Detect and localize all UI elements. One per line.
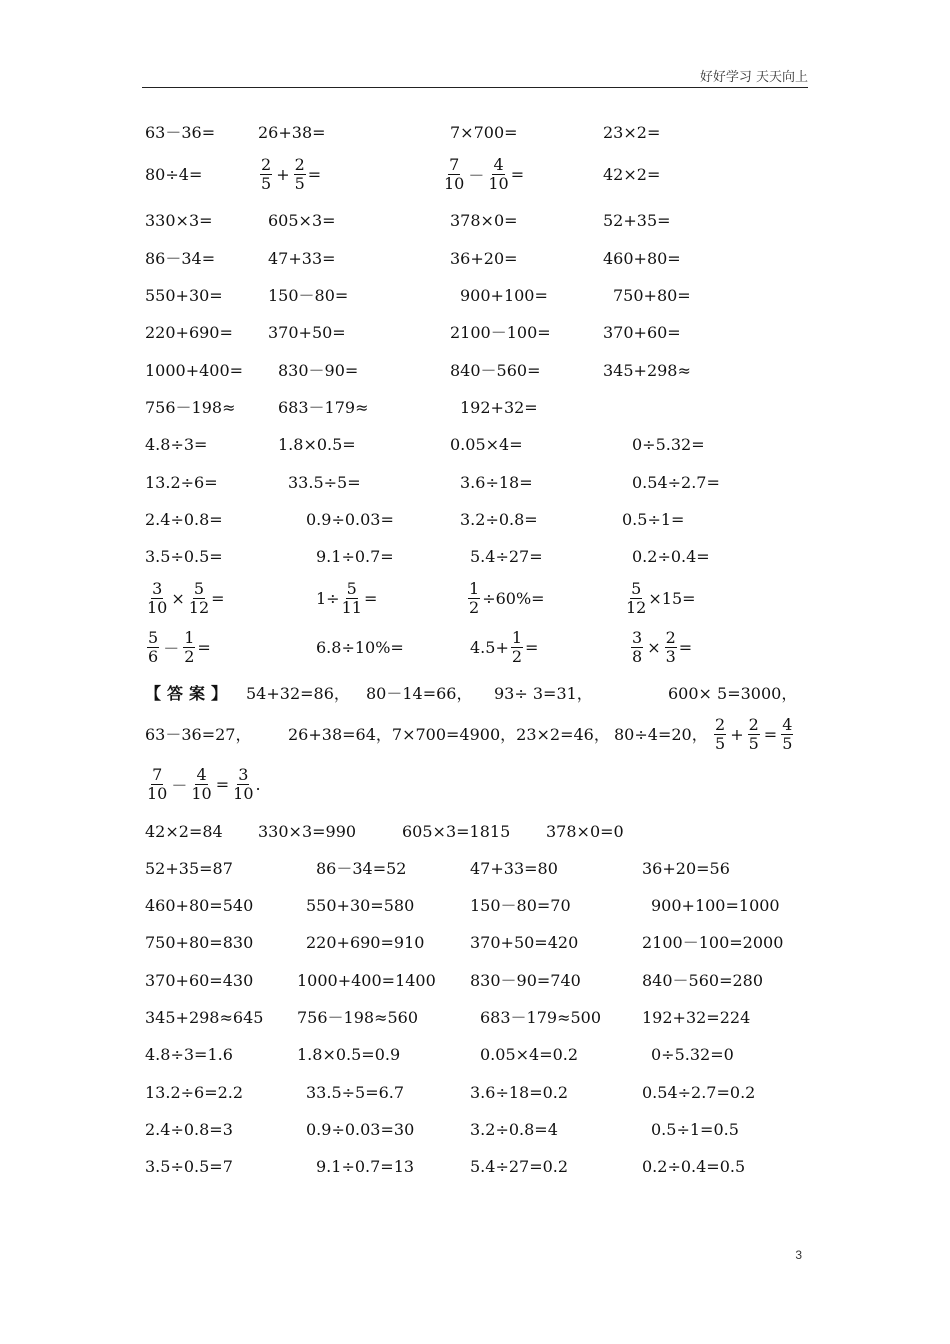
math-token: 1 — [184, 628, 195, 647]
exercise-r10-2: 33.5÷5= — [288, 473, 361, 492]
exercise-r12-3: 5.4÷27= — [470, 547, 543, 566]
math-token: － — [171, 776, 188, 795]
fraction — [189, 580, 209, 617]
math-token: ×15= — [648, 589, 696, 608]
exercise-r7-3: 840－560= — [450, 361, 541, 380]
answer-l10-1: 4.8÷3=1.6 — [145, 1045, 233, 1064]
math-token: 7 — [152, 765, 163, 784]
exercise-r13-1 — [145, 580, 225, 617]
answer-l13-3: 5.4÷27=0.2 — [470, 1157, 569, 1176]
answer-l11-4: 0.54÷2.7=0.2 — [642, 1083, 756, 1102]
exercise-r1-2: 26+38= — [258, 123, 326, 142]
answer-l6-3: 150－80=70 — [470, 896, 571, 915]
math-token: 2 — [748, 715, 759, 734]
answer-l1-4: 600× 5=3000， — [668, 684, 798, 703]
math-token: 10 — [233, 784, 254, 803]
fraction — [631, 629, 643, 666]
answer-l6-2: 550+30=580 — [306, 896, 415, 915]
exercise-r9-3: 0.05×4= — [450, 435, 523, 454]
answer-l5-4: 36+20=56 — [642, 859, 730, 878]
header-rule — [142, 87, 808, 88]
answer-l7-1: 750+80=830 — [145, 933, 254, 952]
math-token: = — [215, 775, 230, 794]
math-token: ÷60%= — [482, 589, 545, 608]
answer-l12-4: 0.5÷1=0.5 — [651, 1120, 739, 1139]
answer-l10-4: 0÷5.32=0 — [651, 1045, 734, 1064]
exercise-r14-2: 6.8÷10%= — [316, 638, 404, 657]
exercise-r12-2: 9.1÷0.7= — [316, 547, 394, 566]
exercise-r9-1: 4.8÷3= — [145, 435, 208, 454]
page-number: 3 — [795, 1248, 802, 1262]
math-token: = — [211, 589, 225, 608]
math-token: 2 — [184, 647, 195, 666]
math-token: = — [197, 638, 211, 657]
exercise-r4-4: 460+80= — [603, 249, 681, 268]
fraction — [233, 766, 253, 803]
exercise-r13-3 — [466, 580, 545, 617]
math-token: 2 — [469, 598, 480, 617]
math-token: = — [763, 725, 778, 744]
fraction — [342, 580, 362, 617]
math-token: 5 — [148, 628, 159, 647]
math-token: 2 — [511, 647, 523, 666]
exercise-r11-4: 0.5÷1= — [622, 510, 685, 529]
exercise-r1-1: 63－36= — [145, 123, 216, 142]
math-token: 5 — [294, 174, 305, 193]
exercise-r8-3: 192+32= — [460, 398, 538, 417]
exercise-r5-3: 900+100= — [460, 286, 548, 305]
answer-l4-2: 330×3=990 — [258, 822, 357, 841]
math-token: 2 — [715, 715, 726, 734]
exercise-r2-4: 42×2= — [603, 165, 661, 184]
page-header: 好好学习 天天向上 — [699, 70, 808, 85]
exercise-r4-3: 36+20= — [450, 249, 518, 268]
exercise-r8-1: 756－198≈ — [145, 398, 236, 417]
math-token: 10 — [488, 174, 509, 193]
math-token: 5 — [782, 734, 793, 753]
math-token: 5 — [346, 579, 357, 598]
answer-l8-3: 830－90=740 — [470, 971, 581, 990]
math-token: 5 — [261, 174, 272, 193]
answer-l11-3: 3.6÷18=0.2 — [470, 1083, 569, 1102]
answer-l8-2: 1000+400=1400 — [297, 971, 436, 990]
answer-l5-3: 47+33=80 — [470, 859, 558, 878]
math-token: 4.5+ — [470, 638, 509, 657]
fraction — [260, 156, 272, 193]
exercise-r6-3: 2100－100= — [450, 323, 551, 342]
exercise-r7-1: 1000+400= — [145, 361, 244, 380]
answer-label: 【答案】 — [145, 684, 234, 703]
math-token: 11 — [341, 598, 362, 617]
math-token: 4 — [493, 155, 504, 174]
exercise-r10-3: 3.6÷18= — [460, 473, 533, 492]
answer-l13-2: 9.1÷0.7=13 — [316, 1157, 415, 1176]
answer-l1-2: 80－14=66， — [366, 684, 473, 703]
answer-l7-3: 370+50=420 — [470, 933, 579, 952]
answer-l7-2: 220+690=910 — [306, 933, 425, 952]
answer-l11-1: 13.2÷6=2.2 — [145, 1083, 244, 1102]
math-token: . — [255, 775, 261, 794]
fraction — [183, 629, 195, 666]
exercise-r5-2: 150－80= — [268, 286, 349, 305]
exercise-r4-2: 47+33= — [268, 249, 336, 268]
answer-l9-1: 345+298≈645 — [145, 1008, 264, 1027]
answer-l11-2: 33.5÷5=6.7 — [306, 1083, 405, 1102]
answer-l13-1: 3.5÷0.5=7 — [145, 1157, 233, 1176]
answer-l9-2: 756－198≈560 — [297, 1008, 419, 1027]
exercise-r6-4: 370+60= — [603, 323, 681, 342]
answer-l2-1: 63－36=27， — [145, 725, 252, 744]
math-token: 10 — [147, 784, 168, 803]
exercise-r7-2: 830－90= — [278, 361, 359, 380]
fraction — [294, 156, 306, 193]
answer-l4-4: 378×0=0 — [546, 822, 624, 841]
math-token: 1÷ — [316, 589, 340, 608]
math-token: － — [468, 166, 485, 185]
math-token: × — [647, 638, 661, 657]
exercise-r6-1: 220+690= — [145, 323, 233, 342]
exercise-r13-4 — [624, 580, 696, 617]
math-token: 3 — [152, 579, 163, 598]
answer-l9-3: 683－179≈500 — [480, 1008, 602, 1027]
answer-l2-3: 80÷4=20， — [614, 725, 708, 744]
math-token: 10 — [191, 784, 212, 803]
math-token: = — [307, 165, 322, 184]
fraction — [468, 580, 480, 617]
math-token: 8 — [632, 647, 643, 666]
fraction — [488, 156, 508, 193]
answer-l8-4: 840－560=280 — [642, 971, 764, 990]
answer-l3-fraction-diff — [145, 766, 261, 803]
exercise-r11-2: 0.9÷0.03= — [306, 510, 394, 529]
exercise-r9-2: 1.8×0.5= — [278, 435, 356, 454]
exercise-r11-3: 3.2÷0.8= — [460, 510, 538, 529]
math-token: 2 — [261, 155, 272, 174]
answer-l6-4: 900+100=1000 — [651, 896, 780, 915]
exercise-r2-3 — [442, 156, 524, 193]
exercise-r3-1: 330×3= — [145, 211, 213, 230]
exercise-r12-4: 0.2÷0.4= — [632, 547, 710, 566]
math-token: 4 — [196, 765, 207, 784]
exercise-r1-4: 23×2= — [603, 123, 661, 142]
math-token: 10 — [444, 174, 465, 193]
exercise-r11-1: 2.4÷0.8= — [145, 510, 223, 529]
math-token: 12 — [188, 598, 210, 617]
fraction — [147, 629, 159, 666]
math-token: 5 — [631, 579, 642, 598]
math-token: 3 — [238, 765, 249, 784]
exercise-r3-2: 605×3= — [268, 211, 336, 230]
exercise-r5-4: 750+80= — [613, 286, 691, 305]
math-token: 5 — [193, 579, 205, 598]
math-token: + — [730, 725, 744, 744]
exercise-r6-2: 370+50= — [268, 323, 346, 342]
fraction — [191, 766, 211, 803]
exercise-r12-1: 3.5÷0.5= — [145, 547, 223, 566]
exercise-r14-4 — [629, 629, 692, 666]
math-token: 7 — [449, 155, 460, 174]
math-token: － — [163, 639, 180, 658]
answer-l10-3: 0.05×4=0.2 — [480, 1045, 579, 1064]
answer-l13-4: 0.2÷0.4=0.5 — [642, 1157, 746, 1176]
math-token: 5 — [748, 734, 759, 753]
exercise-r10-4: 0.54÷2.7= — [632, 473, 720, 492]
answer-l2-2: 26+38=64，7×700=4900，23×2=46， — [288, 725, 610, 744]
answer-l12-3: 3.2÷0.8=4 — [470, 1120, 558, 1139]
answer-l2-fraction-sum — [712, 716, 795, 753]
answer-l10-2: 1.8×0.5=0.9 — [297, 1045, 401, 1064]
exercise-r5-1: 550+30= — [145, 286, 223, 305]
fraction — [147, 580, 167, 617]
answer-l5-2: 86－34=52 — [316, 859, 407, 878]
exercise-r10-1: 13.2÷6= — [145, 473, 218, 492]
math-token: 3 — [665, 647, 676, 666]
answer-l7-4: 2100－100=2000 — [642, 933, 784, 952]
exercise-r3-3: 378×0= — [450, 211, 518, 230]
math-token: 10 — [147, 598, 168, 617]
math-token: 3 — [632, 628, 643, 647]
answer-l9-4: 192+32=224 — [642, 1008, 751, 1027]
math-token: 4 — [782, 715, 793, 734]
math-token: = — [510, 165, 525, 184]
answer-l8-1: 370+60=430 — [145, 971, 254, 990]
fraction — [511, 629, 523, 666]
fraction — [444, 156, 464, 193]
fraction — [147, 766, 167, 803]
answer-l1-1: 54+32=86， — [246, 684, 350, 703]
math-token: = — [525, 638, 539, 657]
exercise-r8-2: 683－179≈ — [278, 398, 369, 417]
answer-l12-2: 0.9÷0.03=30 — [306, 1120, 415, 1139]
math-token: × — [171, 589, 185, 608]
answer-l4-3: 605×3=1815 — [402, 822, 511, 841]
answer-l6-1: 460+80=540 — [145, 896, 254, 915]
math-token: + — [276, 165, 290, 184]
fraction — [626, 580, 646, 617]
math-token: 12 — [626, 598, 647, 617]
math-token: 2 — [294, 155, 305, 174]
exercise-r2-2 — [258, 156, 321, 193]
answer-l4-1: 42×2=84 — [145, 822, 223, 841]
answer-l5-1: 52+35=87 — [145, 859, 233, 878]
math-token: = — [678, 638, 693, 657]
exercise-r4-1: 86－34= — [145, 249, 216, 268]
answer-l1-3: 93÷ 3=31， — [494, 684, 593, 703]
math-token: = — [363, 589, 378, 608]
exercise-r14-3 — [470, 629, 538, 666]
math-token: 6 — [148, 647, 159, 666]
exercise-r2-1: 80÷4= — [145, 165, 203, 184]
answer-l12-1: 2.4÷0.8=3 — [145, 1120, 233, 1139]
exercise-r1-3: 7×700= — [450, 123, 518, 142]
math-token: 1 — [511, 628, 523, 647]
exercise-r3-4: 52+35= — [603, 211, 671, 230]
exercise-r13-2 — [316, 580, 377, 617]
math-token: 2 — [665, 628, 676, 647]
fraction — [781, 716, 793, 753]
exercise-r14-1 — [145, 629, 211, 666]
exercise-r7-4: 345+298≈ — [603, 361, 691, 380]
fraction — [714, 716, 726, 753]
exercise-r9-4: 0÷5.32= — [632, 435, 705, 454]
fraction — [665, 629, 677, 666]
math-token: 1 — [469, 579, 480, 598]
math-token: 5 — [715, 734, 726, 753]
fraction — [748, 716, 760, 753]
